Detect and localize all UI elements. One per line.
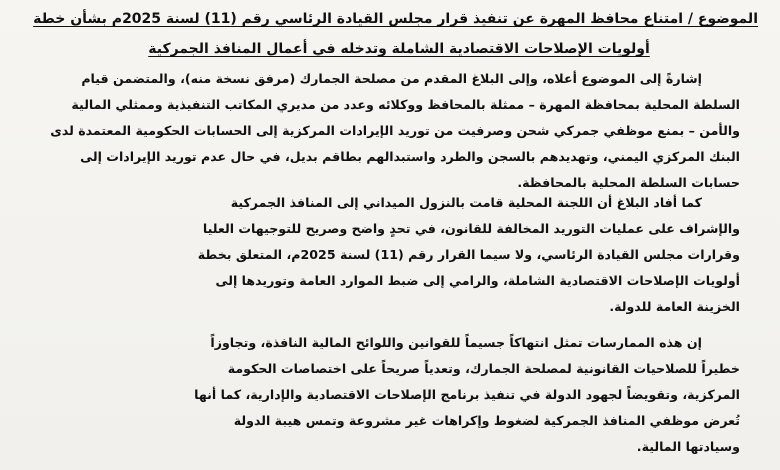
paragraph-field-committee: [34, 190, 740, 320]
paragraph-line: وسيادتها المالية.: [636, 439, 740, 454]
paragraph-line: أولويات الإصلاحات الاقتصادية الشاملة، والرامي إلى ضبط الموارد العامة وتوريدها إلى: [215, 273, 740, 288]
paragraph-line: حسابات السلطة المحلية بالمحافظة.: [517, 175, 740, 190]
paragraph-line: السلطة المحلية بمحافظة المهرة – ممثلة بالمحافظ ووكلائه وعدد من مديري المكاتب التنفيذية وممثلي المالية: [71, 97, 740, 112]
paragraph-line: تُعرض موظفي المنافذ الجمركية لضغوط وإكراهات غير مشروعة وتمس هيبة الدولة: [233, 413, 740, 428]
paragraph-reference-report: [34, 66, 740, 196]
paragraph-line: إشارةً إلى الموضوع أعلاه، وإلى البلاغ المقدم من مصلحة الجمارك (مرفق نسخة منه)، والمتضمن قيام: [81, 71, 702, 86]
paragraph-line: كما أفاد البلاغ أن اللجنة المحلية قامت بالنزول الميداني إلى المنافذ الجمركية: [230, 195, 702, 210]
paragraph-violations: [34, 330, 740, 460]
paragraph-line: إن هذه الممارسات تمثل انتهاكاً جسيماً للقوانين واللوائح المالية النافذة، وتجاوزاً: [210, 335, 702, 350]
paragraph-line: الخزينة العامة للدولة.: [609, 299, 740, 314]
paragraph-line: المركزية، وتقويضاً لجهود الدولة في تنفيذ برنامج الإصلاحات الاقتصادية والإدارية، كما أنها: [194, 387, 740, 402]
subject-line: الموضوع / امتناع محافظ المهرة عن تنفيذ قرار مجلس القيادة الرئاسي رقم (11) لسنة 2025م بشأن خطة: [33, 11, 758, 27]
paragraph-line: البنك المركزي اليمني، وتهديدهم بالسجن والطرد واستبدالهم بطاقم بديل، في حال عدم توريد الإيرادات إلى: [80, 149, 740, 164]
paragraph-line: والأمن – بمنع موظفي جمركي شحن وصرفيت من توريد الإيرادات المركزية إلى الحسابات الحكومية المعتمدة لدى: [50, 123, 740, 138]
subject-line-continued: أولويات الإصلاحات الاقتصادية الشاملة وتدخله في أعمال المنافذ الجمركية: [148, 41, 650, 57]
paragraph-line: وقرارات مجلس القيادة الرئاسي، ولا سيما القرار رقم (11) لسنة 2025م، المتعلق بخطة: [197, 247, 740, 262]
paragraph-line: خطيراً للصلاحيات القانونية لمصلحة الجمارك، وتعدياً صريحاً على اختصاصات الحكومة: [227, 361, 740, 376]
paragraph-line: والإشراف على عمليات التوريد المخالفة للقانون، في تحدٍ واضح وصريح للتوجيهات العليا: [202, 221, 740, 236]
